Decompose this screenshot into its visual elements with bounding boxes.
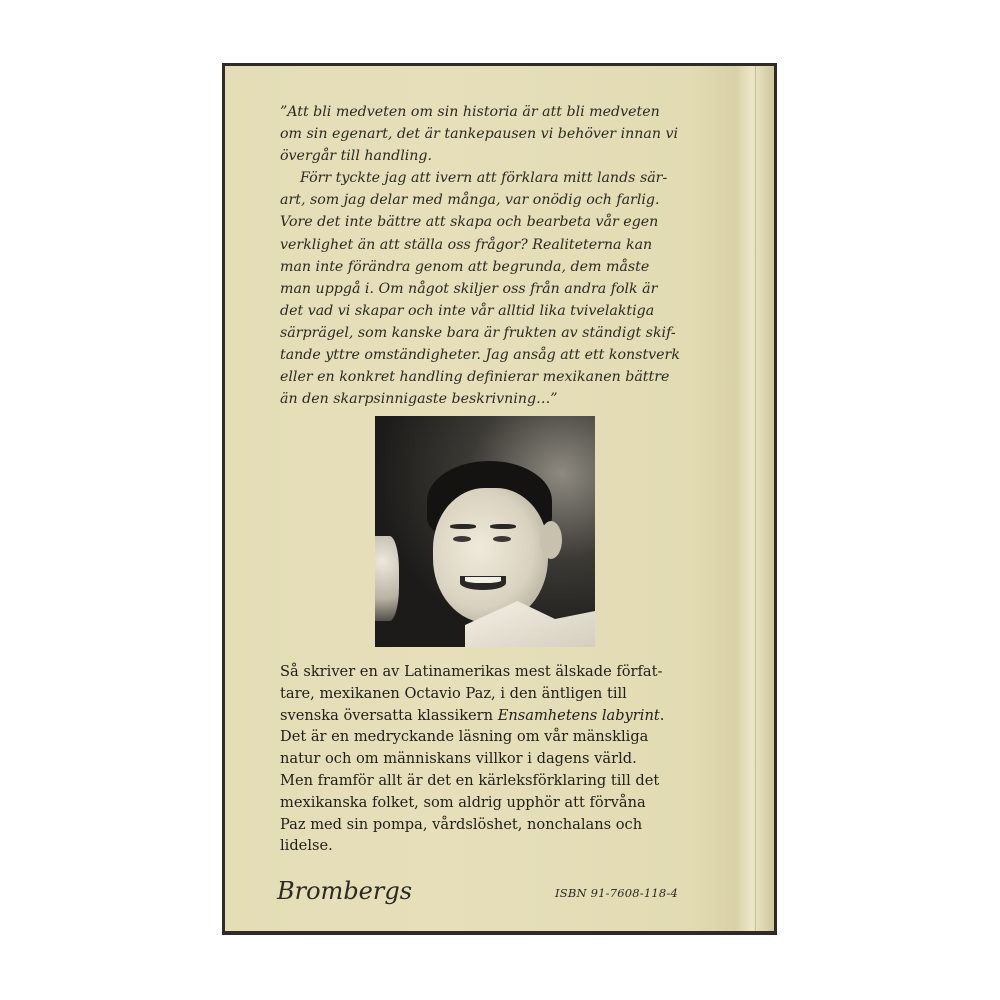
description-line: mexikanska folket, som aldrig upphör att förvåna [280, 793, 646, 811]
ear-shape [540, 521, 562, 559]
quote-paragraph-1 [280, 101, 750, 167]
description-line: Så skriver en av Latinamerikas mest älskade förfat- [280, 663, 663, 680]
quote-paragraph-2 [280, 167, 750, 410]
quote-line: tande yttre omständigheter. Jag ansåg att ett konstverk [280, 347, 680, 364]
description-line: Paz med sin pompa, vårdslöshet, nonchalans och [280, 815, 643, 833]
brow-shape [490, 524, 516, 529]
description-text: . [659, 706, 665, 724]
quote-line: man uppgå i. Om något skiljer oss från andra folk är [280, 280, 658, 297]
quote-line: om sin egenart, det är tankepausen vi behöver innan vi [280, 126, 679, 143]
quote-line: eller en konkret handling definierar mexikanen bättre [280, 369, 670, 386]
description-line: Men framför allt är det en kärleksförklaring till det [280, 771, 660, 789]
cover-surface [225, 66, 774, 931]
brow-shape [450, 524, 476, 529]
quote-line: övergår till handling. [280, 148, 433, 165]
description-block [280, 661, 760, 857]
book-title: Ensamhetens labyrint [497, 706, 660, 724]
flower-shape [375, 536, 399, 621]
quote-line: verklighet än att ställa oss frågor? Realiteterna kan [280, 236, 653, 253]
author-portrait [375, 416, 595, 647]
face-shape [433, 488, 548, 623]
description-line: lidelse. [280, 837, 333, 855]
quote-line: ”Att bli medveten om sin historia är att bli medveten [280, 104, 660, 120]
quote-line: särprägel, som kanske bara är frukten av ständigt skif- [280, 324, 676, 341]
eye-shape [453, 536, 471, 542]
description-line: Det är en medryckande läsning om vår mänskliga [280, 728, 649, 746]
description-text: svenska översatta klassikern [280, 706, 498, 724]
quote-line: än den skarpsinnigaste beskrivning…” [280, 391, 558, 408]
quote-line: man inte förändra genom att begrunda, dem måste [280, 258, 650, 275]
quote-line: art, som jag delar med många, var onödig och farlig. [280, 192, 660, 209]
quote-line: Förr tyckte jag att ivern att förklara mitt lands sär- [300, 170, 668, 187]
publisher-name: Brombergs [277, 877, 413, 905]
eye-shape [493, 536, 511, 542]
teeth-shape [465, 577, 501, 583]
book-back-cover [222, 63, 777, 935]
description-line: natur och om människans villkor i dagens värld. [280, 750, 637, 768]
isbn-number: ISBN 91-7608-118-4 [555, 886, 679, 900]
description-line [280, 705, 760, 727]
description-line: tare, mexikanen Octavio Paz, i den äntligen till [280, 684, 627, 702]
quote-block [280, 101, 750, 410]
quote-line: Vore det inte bättre att skapa och bearbeta vår egen [280, 214, 659, 231]
quote-line: det vad vi skapar och inte vår alltid lika tvivelaktiga [280, 302, 655, 319]
